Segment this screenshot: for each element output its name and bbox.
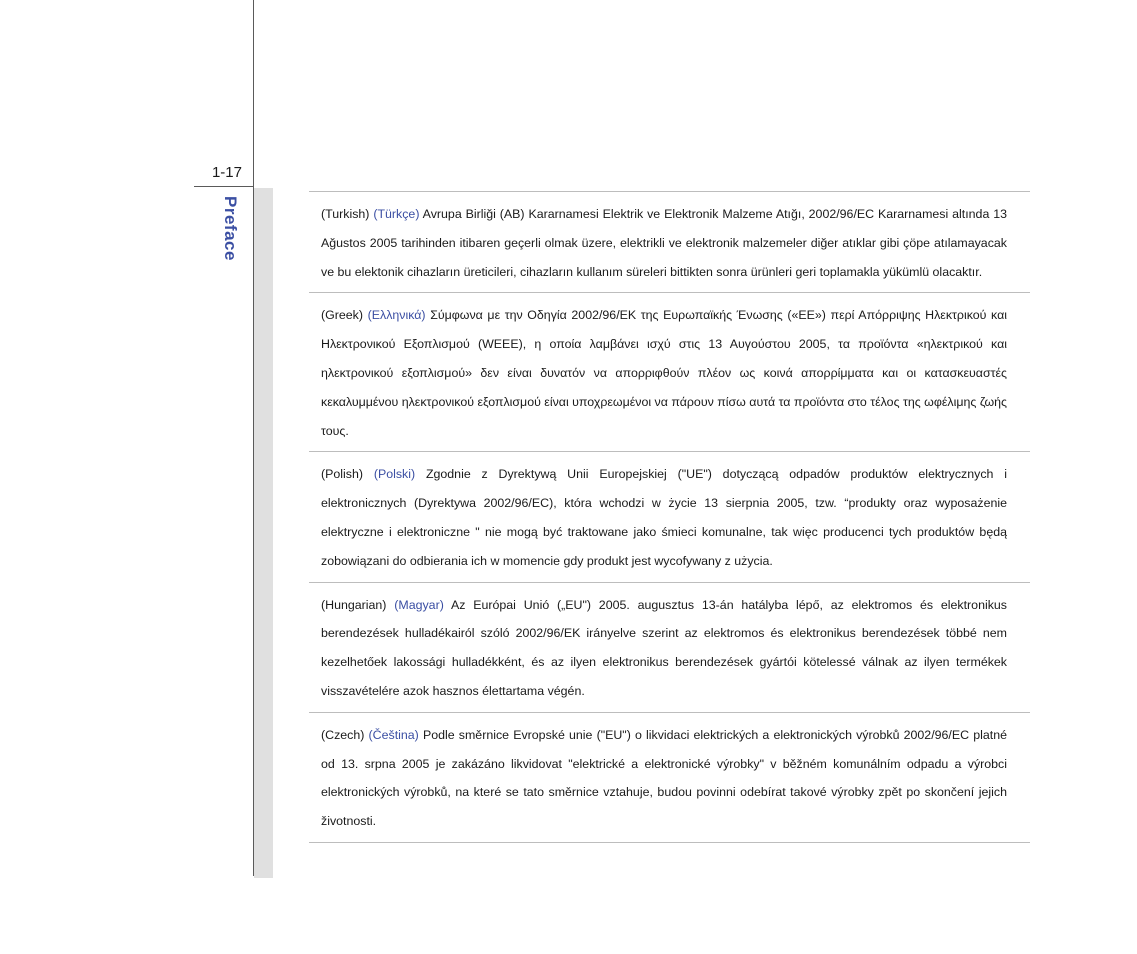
margin-shade-bar [254,188,273,878]
entry-text: Avrupa Birliği (AB) Kararnamesi Elektrik ve Elektronik Malzeme Atığı, 2002/96/EC Kararnamesi altında 13 Ağustos 2005 tarihinden itibaren geçerli olmak üzere, elektrikli ve elektronik malzemeler diğer atıklar gibi çöpe atılamayacak ve bu elektonik cihazların üreticileri, cihazların kullanım süreleri bittikten sonra ürünleri geri toplamakla yükümlü olacaktır. [321,207,1008,279]
entry-text: Σύμφωνα με την Οδηγία 2002/96/ΕΚ της Ευρωπαϊκής Ένωσης («ΕΕ») περί Απόρριψης Ηλεκτρικού και Ηλεκτρονικού Εξοπλισμού (WEEE), η οποία λαμβάνει ισχύ στις 13 Αυγούστου 2005, τα προϊόντα «ηλεκτρικού και ηλεκτρονικού εξοπλισμού» δεν είναι δυνατόν να απορριφθούν πλέον ως κοινά απορρίμματα και οι κατασκευαστές κεκαλυμμένου ηλεκτρονικού εξοπλισμού είναι υποχρεωμένοι να πάρουν πίσω αυτά τα προϊόντα στο τέλος της ωφέλιμης ζωής τους. [321,308,1007,438]
entry-turkish [309,192,1030,293]
disposal-notice-table [309,191,1030,843]
page-number: 1-17 [211,164,242,181]
entry-hungarian [309,583,1030,713]
language-name: (Greek) [321,308,363,323]
native-language-name: (Čeština) [368,727,419,742]
page-number-rule [194,186,253,187]
language-name: (Polish) [321,467,363,482]
entry-greek [309,293,1030,452]
native-language-name: (Türkçe) [373,207,420,221]
entry-czech [309,713,1030,843]
native-language-name: (Ελληνικά) [367,308,426,323]
entry-text: Az Európai Unió („EU") 2005. augusztus 13-án hatályba lépő, az elektromos és elektronikus berendezések hulladékairól szóló 2002/96/EK irányelve szerint az elektromos és elektronikus berendezések többé nem kezelhetőek lakossági hulladékként, és az ilyen elektronikus berendezések gyártói kötelessé válnak az ilyen termékek visszavételére azok hasznos élettartama végén. [321,597,1007,698]
native-language-name: (Polski) [373,467,416,482]
language-name: (Czech) [321,727,365,742]
entry-text: Podle směrnice Evropské unie ("EU") o likvidaci elektrických a elektronických výrobků 2002/96/EC platné od 13. srpna 2005 je zakázáno likvidovat "elektrické a elektronické výrobky" v běžném komunálním odpadu a výrobci elektronických výrobků, na které se tato směrnice vztahuje, budou povinni odebírat takové výrobky zpět po skončení jejich životnosti. [321,727,1007,829]
language-name: (Hungarian) [321,597,387,612]
entry-text: Zgodnie z Dyrektywą Unii Europejskiej ("UE") dotyczącą odpadów produktów elektrycznych i elektronicznych (Dyrektywa 2002/96/EC), która wchodzi w życie 13 sierpnia 2005, tzw. “produkty oraz wyposażenie elektryczne i elektroniczne " nie mogą być traktowane jako śmieci komunalne, tak więc producenci tych produktów będą zobowiązani do odbierania ich w momencie gdy produkt jest wycofywany z użycia. [321,467,1007,568]
language-name: (Turkish) [321,207,370,221]
section-label: Preface [221,196,240,261]
entry-polish [309,452,1030,582]
native-language-name: (Magyar) [394,597,444,612]
